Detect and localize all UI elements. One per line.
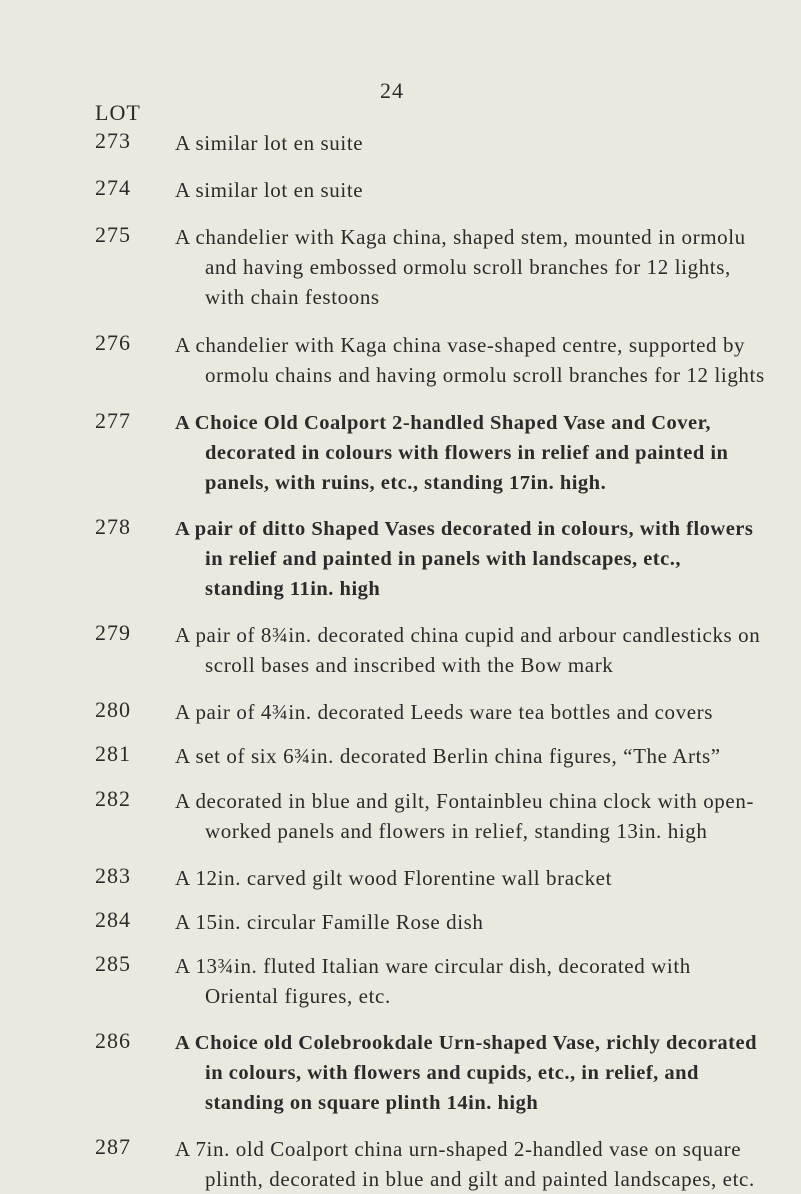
lot-description: A similar lot en suite	[175, 131, 364, 155]
lot-description: A Choice old Colebrookdale Urn-shaped Vase, richly decorated in colours, with flowers and cupids, etc., in relief, and standing on square plinth 14in. high	[175, 1032, 757, 1114]
lot-number: 273	[95, 128, 131, 153]
page-number: 24	[380, 78, 404, 103]
lot-description: A pair of ditto Shaped Vases decorated in colours, with flowers in relief and painted in panels with landscapes, etc., standing 11in. high	[175, 518, 754, 600]
lot-number: 284	[95, 907, 131, 932]
lot-column-header: LOT	[95, 100, 141, 125]
lot-number: 285	[95, 951, 131, 976]
lot-number: 281	[95, 741, 131, 766]
lot-number: 278	[95, 514, 131, 539]
lot-number: 283	[95, 863, 131, 888]
lot-description: A 7in. old Coalport china urn-shaped 2-handled vase on square plinth, decorated in blue and gilt and painted landscapes, etc.	[175, 1137, 755, 1191]
lot-description: A decorated in blue and gilt, Fontainbleu china clock with open-worked panels and flowers in relief, standing 13in. high	[175, 789, 755, 843]
lot-description: A 13¾in. fluted Italian ware circular dish, decorated with Oriental figures, etc.	[175, 954, 691, 1008]
lot-number: 275	[95, 222, 131, 247]
lot-description: A similar lot en suite	[175, 178, 364, 202]
lot-number: 274	[95, 175, 131, 200]
lot-number: 279	[95, 620, 131, 645]
lot-description: A chandelier with Kaga china, shaped stem, mounted in ormolu and having embossed ormolu scroll branches for 12 lights, with chain festoons	[175, 225, 746, 309]
lot-number: 287	[95, 1134, 131, 1159]
lot-number: 276	[95, 330, 131, 355]
lot-description: A Choice Old Coalport 2-handled Shaped Vase and Cover, decorated in colours with flowers in relief and painted in panels, with ruins, etc., standing 17in. high.	[175, 412, 729, 494]
lot-description: A pair of 8¾in. decorated china cupid and arbour candlesticks on scroll bases and inscribed with the Bow mark	[175, 623, 761, 677]
lot-description: A 12in. carved gilt wood Florentine wall bracket	[175, 866, 613, 890]
lot-number: 286	[95, 1028, 131, 1053]
lot-description: A chandelier with Kaga china vase-shaped centre, supported by ormolu chains and having ormolu scroll branches for 12 lights	[175, 333, 765, 387]
lot-description: A 15in. circular Famille Rose dish	[175, 910, 484, 934]
lot-description: A pair of 4¾in. decorated Leeds ware tea bottles and covers	[175, 700, 714, 724]
lot-number: 280	[95, 697, 131, 722]
lot-description: A set of six 6¾in. decorated Berlin china figures, “The Arts”	[175, 744, 721, 768]
lot-number: 277	[95, 408, 131, 433]
lot-number: 282	[95, 786, 131, 811]
